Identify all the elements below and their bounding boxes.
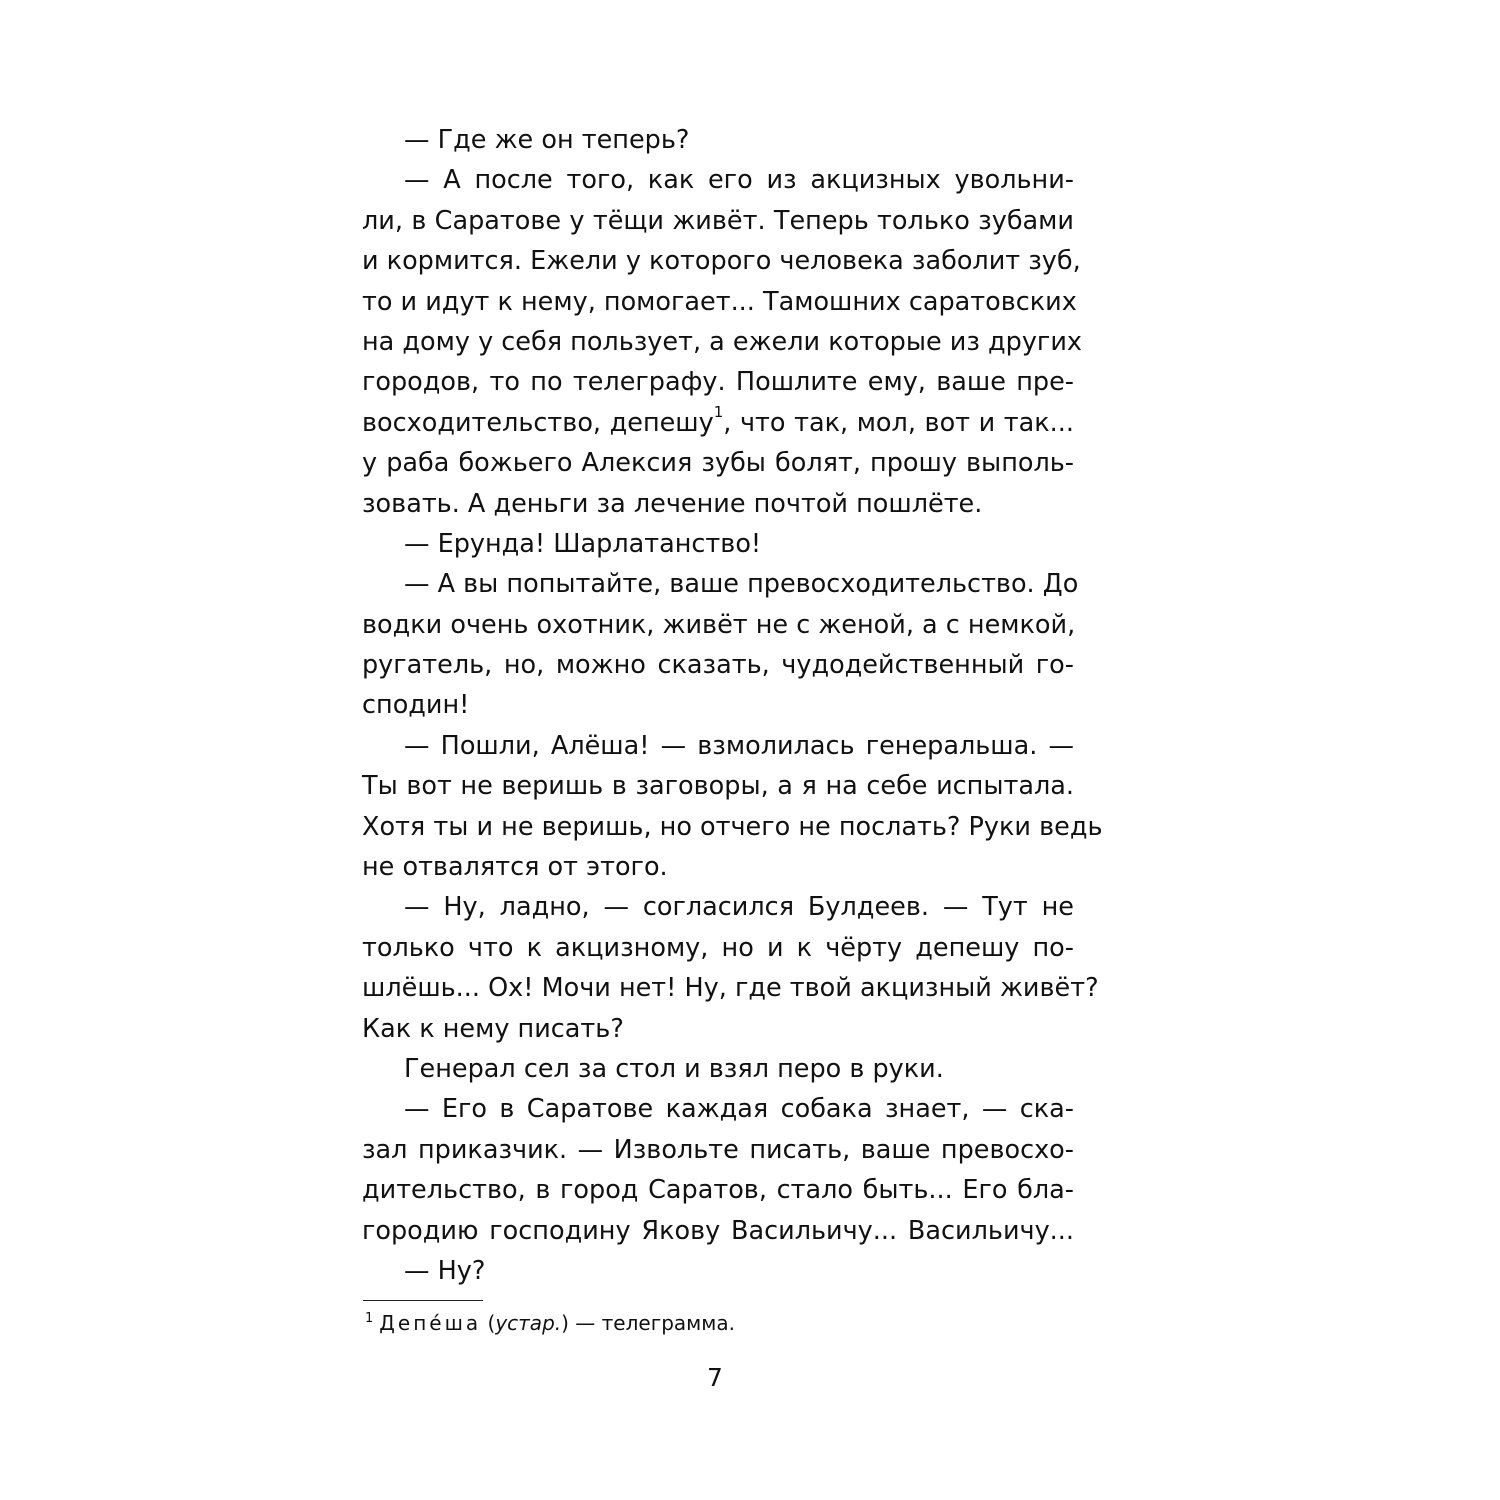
text-line: водки очень охотник, живёт не с женой, а с немкой, [362, 609, 1076, 640]
footnote-mark: 1 [365, 1311, 374, 1326]
text-line: — Ну? [404, 1255, 486, 1286]
text-line: — А после того, как его из акцизных увольни- [404, 165, 1074, 196]
text-line: — Пошли, Алёша! — взмолилась генеральша. — [404, 730, 1074, 761]
text-line: — Где же он теперь? [404, 125, 690, 155]
text-line: только что к акцизному, но и к чёрту депешу по- [362, 932, 1074, 963]
text-line: и кормится. Ежели у которого человека заболит зуб, [362, 246, 1081, 277]
text-line: ругатель, но, можно сказать, чудодейственный го- [362, 650, 1074, 681]
text-line: на дому у себя пользует, а ежели которые из других [362, 326, 1082, 357]
text-line: Как к нему писать? [362, 1013, 624, 1044]
text-line: шлёшь... Ох! Мочи нет! Ну, где твой акцизный живёт? [362, 973, 1099, 1004]
text-line: зовать. А деньги за лечение почтой пошлёте. [362, 488, 983, 519]
text-line: — Ерунда! Шарлатанство! [404, 528, 762, 559]
footnote-divider [363, 1300, 483, 1301]
text-line: городов, то по телеграфу. Пошлите ему, ваше пре- [362, 367, 1074, 398]
text-line: Хотя ты и не веришь, но отчего не послать? Руки ведь [362, 811, 1103, 842]
text-line-with-footnote-ref [362, 403, 1074, 443]
text-line: зал приказчик. — Извольте писать, ваше превосхо- [362, 1134, 1074, 1165]
page-number: 7 [707, 1363, 723, 1392]
footnote-definition: — телеграмма. [575, 1311, 735, 1335]
footnote-abbreviation: устар. [495, 1311, 562, 1335]
text-line: — Ну, ладно, — согласился Булдеев. — Тут не [404, 892, 1074, 923]
text-line: ли, в Саратове у тёщи живёт. Теперь только зубами [362, 205, 1074, 236]
body-text [362, 120, 1103, 1291]
text-line: дительство, в город Саратов, стало быть... Его бла- [362, 1175, 1074, 1206]
text-line: — А вы попытайте, ваше превосходительство. До [404, 569, 1079, 600]
text-line: Ты вот не веришь в заговоры, а я на себе испытала. [362, 771, 1074, 802]
text-line: то и идут к нему, помогает... Тамошних саратовских [362, 286, 1077, 317]
text-fragment: восходительство, депешу [362, 407, 714, 438]
text-line: сподин! [362, 690, 470, 721]
text-line: Генерал сел за стол и взял перо в руки. [404, 1053, 944, 1084]
footnote-term: Депе́ша [379, 1311, 482, 1335]
text-line: — Его в Саратове каждая собака знает, — ска- [404, 1094, 1074, 1125]
text-line: городию господину Якову Васильичу... Васильичу... [362, 1215, 1074, 1246]
text-line: у раба божьего Алексия зубы болят, прошу выполь- [362, 448, 1074, 479]
footnote: $^1$ Депе́ша (устар.) — телеграмма. [365, 1311, 735, 1335]
footnote-reference[interactable]: 1 [713, 403, 724, 422]
text-line: не отвалятся от этого. [362, 852, 668, 883]
text-fragment: , что так, мол, вот и так... [723, 407, 1074, 438]
